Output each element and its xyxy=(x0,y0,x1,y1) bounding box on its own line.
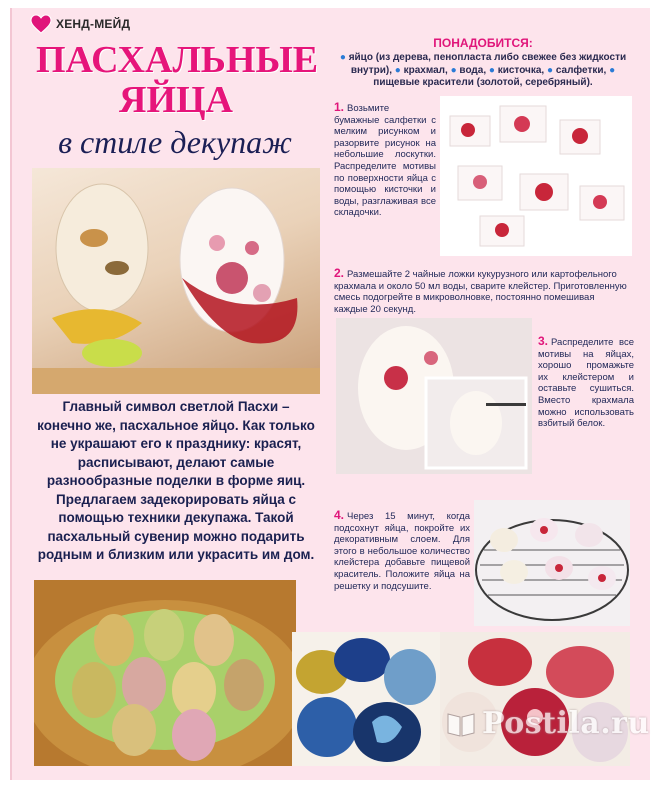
bullet-icon: ● xyxy=(488,64,495,76)
step-number: 3. xyxy=(538,334,549,348)
step-number: 4. xyxy=(334,508,345,522)
bullet-icon: ● xyxy=(609,64,616,76)
basket-eggs-photo xyxy=(34,580,296,766)
red-eggs-photo xyxy=(440,632,630,766)
bullet-icon: ● xyxy=(339,52,346,63)
title-line-2: ЯЙЦА xyxy=(119,79,233,121)
materials-item: вода, xyxy=(459,64,487,76)
step-text: Распределите все мотивы на яйцах, хорошо промажьте их клейстером и оставьте сушиться. Вместо крахмала можно использовать взбитый белок. xyxy=(538,337,634,430)
materials-title: ПОНАДОБИТСЯ: xyxy=(433,36,533,50)
watermark xyxy=(446,706,650,741)
materials-item: пищевые красители (золотой, серебряный). xyxy=(373,77,593,88)
materials-item: кисточка, xyxy=(497,64,545,76)
blue-eggs-photo xyxy=(292,632,440,766)
step-text: Возьмите бумажные салфетки с мелким рисунком и разорвите рисунок на небольшие лоскутки. Распределите мотивы по поверхности яйца с помощью кисточки и воды, разглаживая все складочки. xyxy=(334,103,436,219)
page-subtitle: в стиле декупаж xyxy=(58,124,292,160)
materials-item: яйцо (из дерева, пенопласта либо свежее без жидкости внутри), xyxy=(348,52,627,76)
egg-gluing-photo xyxy=(336,318,532,474)
napkin-pieces-photo xyxy=(440,96,632,256)
title-line-1: ПАСХАЛЬНЫЕ xyxy=(36,39,319,81)
drying-rack-photo xyxy=(474,500,630,626)
step-text: Через 15 минут, когда подсохнут яйца, покройте их декоративным слоем. Для этого в небольшое количество клейстера добавьте пищевой краситель. Положите яйца на решетку и подсушите. xyxy=(334,511,470,592)
step-3 xyxy=(538,336,634,430)
bullet-icon: ● xyxy=(394,64,401,76)
materials-box xyxy=(322,14,644,90)
heart-icon xyxy=(30,14,52,34)
rubric-header xyxy=(30,14,130,34)
intro-paragraph: Главный символ светлой Пасхи – конечно же, пасхальное яйцо. Как только не украшают его к празднику: красят, расписывают, делают самые разнообразные поделки в форме яиц. Предлагаем задекорировать яйца с помощью техники декупажа. Такой пасхальный сувенир можно подарить родным и близким или украсить им дом. xyxy=(37,399,315,562)
materials-list xyxy=(322,50,644,90)
step-number: 1. xyxy=(334,100,345,114)
step-text: Размешайте 2 чайные ложки кукурузного или картофельного крахмала и около 50 мл воды, сварите клейстер. Приготовленную смесь подогрейте в микроволновке, постоянно помешивая каждые 20 секунд. xyxy=(334,269,627,315)
bullet-icon: ● xyxy=(547,64,554,76)
materials-item: салфетки, xyxy=(555,64,607,76)
step-4 xyxy=(334,510,470,592)
hero-eggs-photo xyxy=(32,168,320,394)
step-2 xyxy=(334,268,630,315)
watermark-text: Postila.ru xyxy=(482,706,650,741)
rubric-label: ХЕНД-МЕЙД xyxy=(56,17,131,31)
page-title xyxy=(36,39,319,121)
book-icon xyxy=(446,710,476,738)
materials-item: крахмал, xyxy=(403,64,448,76)
step-number: 2. xyxy=(334,266,345,280)
step-1 xyxy=(334,102,436,219)
bullet-icon: ● xyxy=(450,64,457,76)
